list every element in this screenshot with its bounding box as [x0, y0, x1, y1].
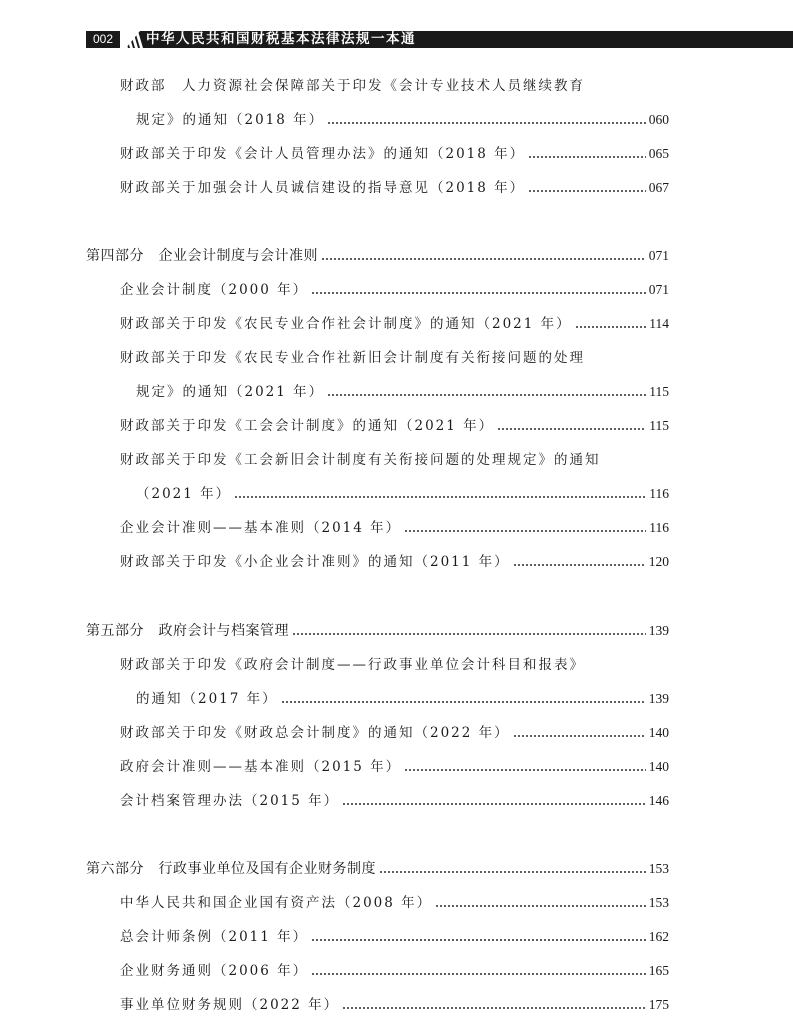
toc-page-number: 140 [648, 725, 669, 740]
toc-entry-title: 总会计师条例（2011 年） [120, 929, 309, 945]
toc-entry-title: 政府会计准则——基本准则（2015 年） [120, 759, 402, 775]
toc-entry[interactable] [120, 756, 669, 778]
toc-part-title: 第四部分 企业会计制度与会计准则 [86, 248, 318, 264]
toc-page-number: 162 [648, 929, 669, 944]
toc-entry[interactable] [120, 790, 669, 812]
toc-entry-title: 财政部关于印发《小企业会计准则》的通知（2011 年） [120, 554, 510, 570]
leader-dots [311, 960, 646, 982]
toc-part-heading[interactable] [86, 620, 669, 642]
toc-entry-title: 的通知（2017 年） [136, 691, 278, 707]
toc-entry[interactable] [120, 926, 669, 948]
toc-page-number: 116 [649, 486, 669, 501]
leader-dots [435, 892, 646, 914]
toc-part-heading[interactable] [86, 858, 669, 880]
toc-entry[interactable] [136, 483, 669, 505]
leader-dots [342, 790, 646, 812]
toc-page-number: 071 [648, 282, 669, 297]
toc-entry[interactable] [120, 313, 669, 335]
toc-page-number: 115 [649, 418, 669, 433]
toc-entry-title: 会计档案管理办法（2015 年） [120, 793, 340, 809]
toc-entry[interactable] [136, 109, 669, 131]
toc-entry-title: 规定》的通知（2021 年） [136, 384, 325, 400]
toc-part-title: 第五部分 政府会计与档案管理 [86, 623, 289, 639]
toc-entry[interactable] [120, 960, 669, 982]
toc-entry-title: 财政部关于印发《会计人员管理办法》的通知（2018 年） [120, 146, 526, 162]
toc-entry-title: 财政部关于印发《工会会计制度》的通知（2021 年） [120, 418, 495, 434]
toc-entry[interactable] [120, 279, 669, 301]
toc-entry[interactable] [120, 722, 669, 744]
leader-dots [281, 688, 646, 710]
leader-dots [327, 109, 646, 131]
toc-page-number: 165 [648, 963, 669, 978]
toc-entry[interactable] [120, 177, 669, 199]
toc-entry[interactable] [120, 517, 669, 539]
toc-page-number: 120 [648, 554, 669, 569]
toc-entry-line: 财政部 人力资源社会保障部关于印发《会计专业技术人员继续教育 [120, 78, 585, 94]
toc-entry[interactable] [120, 892, 669, 914]
leader-dots [327, 381, 646, 403]
toc-page-number: 060 [648, 112, 669, 127]
book-title: 中华人民共和国财税基本法律法规一本通 [146, 31, 416, 47]
leader-dots [311, 926, 646, 948]
toc-entry-title: 企业会计制度（2000 年） [120, 282, 309, 298]
leader-dots [513, 722, 646, 744]
toc-entry-title: （2021 年） [136, 486, 232, 502]
page-number: 002 [92, 32, 114, 46]
leader-dots [528, 143, 646, 165]
toc-entry-title: 中华人民共和国企业国有资产法（2008 年） [120, 895, 433, 911]
toc-entry-title: 企业财务通则（2006 年） [120, 963, 309, 979]
toc-entry[interactable] [136, 688, 669, 710]
leader-dots [513, 551, 646, 573]
toc-entry-title: 财政部关于印发《财政总会计制度》的通知（2022 年） [120, 725, 510, 741]
toc-page-number: 140 [648, 759, 669, 774]
toc-page-number: 067 [648, 180, 669, 195]
leader-dots [311, 279, 646, 301]
toc-entry-line: 财政部关于印发《农民专业合作社新旧会计制度有关衔接问题的处理 [120, 350, 585, 366]
leader-dots [379, 858, 646, 880]
leader-dots [292, 620, 646, 642]
leader-dots [234, 483, 646, 505]
toc-page-number: 071 [648, 248, 669, 263]
toc-page-number: 146 [648, 793, 669, 808]
leader-dots [321, 245, 646, 267]
toc-page-number: 139 [648, 623, 669, 638]
toc-entry[interactable] [120, 994, 669, 1016]
toc-page-number: 139 [648, 691, 669, 706]
toc-entry[interactable] [120, 551, 669, 573]
toc-entry[interactable] [120, 415, 669, 437]
toc-entry-title: 规定》的通知（2018 年） [136, 112, 325, 128]
page-header [0, 31, 793, 48]
toc-part-heading[interactable] [86, 245, 669, 267]
toc-page-number: 115 [649, 384, 669, 399]
leader-dots [497, 415, 646, 437]
leader-dots [575, 313, 647, 335]
toc-entry-line: 财政部关于印发《政府会计制度——行政事业单位会计科目和报表》 [120, 657, 585, 673]
toc-entry-line: 财政部关于印发《工会新旧会计制度有关衔接问题的处理规定》的通知 [120, 452, 601, 468]
leader-dots [404, 517, 646, 539]
leader-dots [404, 756, 646, 778]
toc-entry-title: 财政部关于加强会计人员诚信建设的指导意见（2018 年） [120, 180, 526, 196]
toc-page-number: 153 [648, 861, 669, 876]
toc-page-number: 116 [649, 520, 669, 535]
toc-page-number: 114 [649, 316, 669, 331]
toc-entry[interactable] [120, 143, 669, 165]
toc-page-number: 065 [648, 146, 669, 161]
toc-entry-title: 事业单位财务规则（2022 年） [120, 997, 340, 1013]
toc-page-number: 175 [648, 997, 669, 1012]
toc-entry[interactable] [136, 381, 669, 403]
leader-dots [342, 994, 646, 1016]
leader-dots [528, 177, 646, 199]
toc-page-number: 153 [648, 895, 669, 910]
toc-entry-title: 财政部关于印发《农民专业合作社会计制度》的通知（2021 年） [120, 316, 572, 332]
toc-part-title: 第六部分 行政事业单位及国有企业财务制度 [86, 861, 376, 877]
header-stripes-icon [120, 31, 146, 48]
toc-entry-title: 企业会计准则——基本准则（2014 年） [120, 520, 402, 536]
